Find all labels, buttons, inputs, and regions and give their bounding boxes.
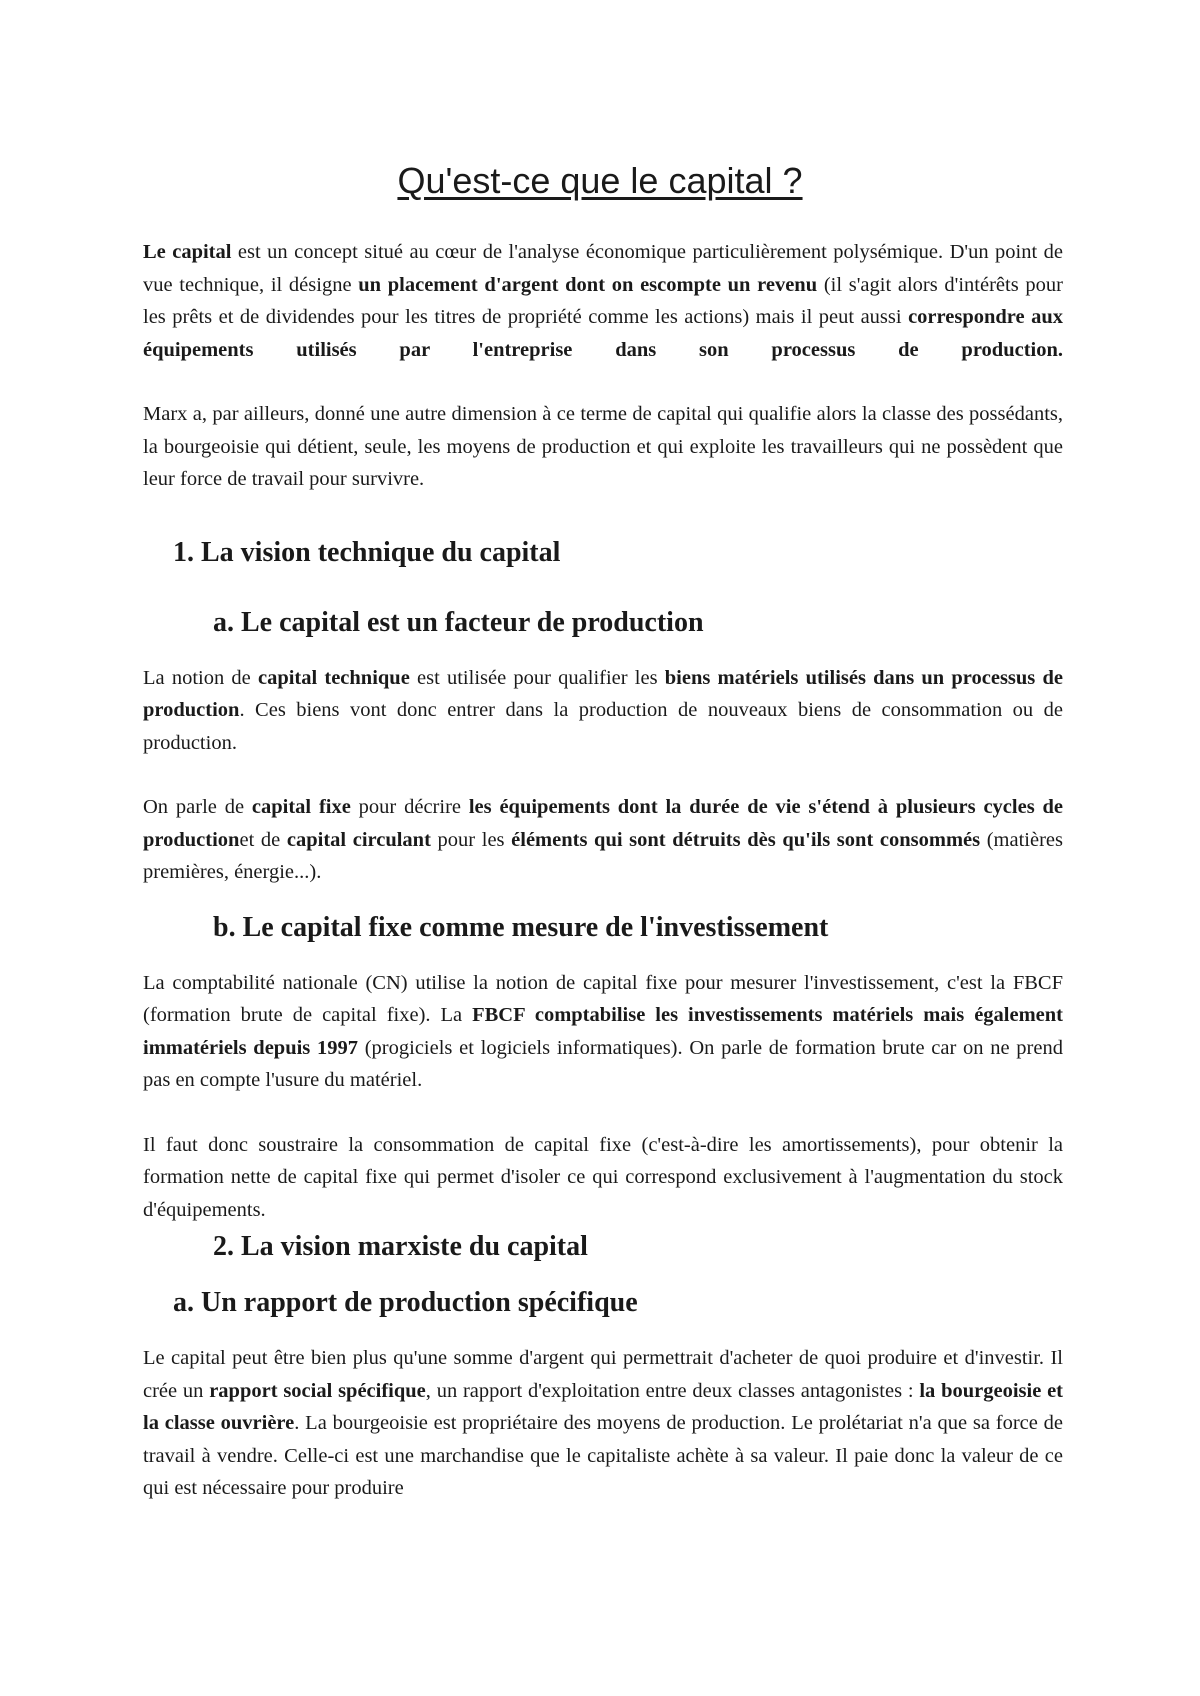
section-2a-heading: a. Un rapport de production spécifique [173, 1287, 638, 1318]
section-1b-heading: b. Le capital fixe comme mesure de l'investissement [213, 911, 829, 943]
text-run: La notion de [143, 666, 258, 689]
intro-paragraph-1 [143, 236, 1063, 366]
section-1a-paragraph-2 [143, 791, 1063, 889]
bold-text-run: un placement d'argent dont on escompte un revenu [358, 273, 818, 296]
document-body [143, 236, 1063, 1505]
bold-text-run: la bourgeoisie et la classe ouvrière [143, 1379, 1064, 1434]
text-run: pour les [430, 828, 512, 851]
bold-text-run: biens matériels utilisés dans un processus de production [143, 666, 1063, 721]
text-run: Marx a, par ailleurs, donné une autre dimension à ce terme de capital qui qualifie alors la classe des possédants, la bourgeoisie qui détient, seule, les moyens de production et qui exploite les travailleurs qui ne possèdent que leur force de travail pour survivre. [143, 403, 1063, 490]
bold-text-run: correspondre aux équipements utilisés par l'entreprise dans son processus de production. [143, 306, 1064, 361]
text-run: , un rapport d'exploitation entre deux classes antagonistes : [425, 1379, 920, 1402]
section-2-heading: 2. La vision marxiste du capital [213, 1231, 588, 1262]
section-1a-heading: a. Le capital est un facteur de production [213, 606, 704, 638]
section-1b-paragraph-1 [143, 967, 1063, 1097]
text-run: est un concept situé au cœur de l'analyse économique particulièrement polysémique. D'un point de vue technique, il désigne [143, 241, 1063, 296]
bold-text-run: rapport social spécifique [209, 1379, 426, 1402]
text-run: (progiciels et logiciels informatiques). On parle de formation brute car on ne prend pas en compte l'usure du matériel. [143, 1036, 1063, 1091]
section-1a-paragraph-1 [143, 662, 1063, 760]
page-title: Qu'est-ce que le capital ? [397, 160, 803, 201]
text-run: Le capital peut être bien plus qu'une somme d'argent qui permettrait d'acheter de quoi produire et d'investir. Il crée un [143, 1347, 1063, 1402]
bold-text-run: capital circulant [286, 828, 431, 851]
bold-text-run: Le capital [143, 241, 232, 263]
section-1-heading: 1. La vision technique du capital [173, 536, 561, 568]
text-run: et de [239, 828, 287, 851]
bold-text-run: capital technique [257, 666, 410, 689]
bold-text-run: les équipements dont la durée de vie s'étend à plusieurs cycles de production [143, 796, 1064, 851]
intro-paragraph-2 [143, 398, 1063, 496]
text-run: pour décrire [350, 796, 469, 818]
bold-text-run: FBCF comptabilise les investissements matériels mais également immatériels depuis 1997 [143, 1004, 1063, 1059]
text-run: . La bourgeoisie est propriétaire des moyens de production. Le prolétariat n'a que sa force de travail à vendre. Celle-ci est une marchandise que le capitaliste achète à sa valeur. Il paie donc la valeur de ce qui est nécessaire pour produire [143, 1412, 1063, 1499]
text-run: La comptabilité nationale (CN) utilise la notion de capital fixe pour mesurer l'investissement, c'est la FBCF (formation brute de capital fixe). La [143, 971, 1063, 1026]
text-run: . Ces biens vont donc entrer dans la production de nouveaux biens de consommation ou de production. [143, 699, 1063, 754]
text-run: est utilisée pour qualifier les [409, 666, 665, 689]
bold-text-run: capital fixe [251, 796, 351, 818]
text-run: On parle de [143, 796, 252, 818]
bold-text-run: éléments qui sont détruits dès qu'ils sont consommés [511, 828, 981, 851]
section-2a-paragraph-1 [143, 1342, 1063, 1505]
text-run: Il faut donc soustraire la consommation de capital fixe (c'est-à-dire les amortissements), pour obtenir la formation nette de capital fixe qui permet d'isoler ce qui correspond exclusivement à l'augmentation du stock d'équipements. [143, 1133, 1063, 1221]
text-run: (il s'agit alors d'intérêts pour les prêts et de dividendes pour les titres de propriété comme les actions) mais il peut aussi [143, 273, 1063, 328]
section-1b-paragraph-2 [143, 1129, 1063, 1227]
text-run: (matières premières, énergie...). [143, 828, 1063, 883]
